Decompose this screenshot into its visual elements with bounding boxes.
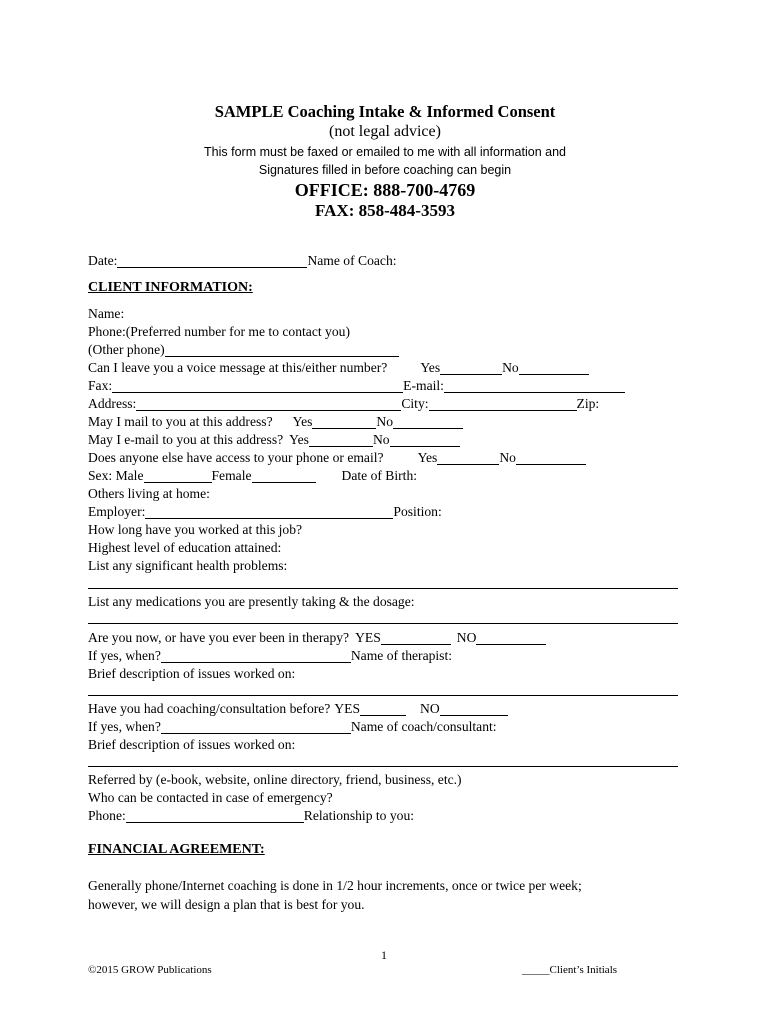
employer-row — [88, 501, 678, 519]
access-question: Does anyone else have access to your phone or email? — [88, 450, 384, 465]
others-living-label: Others living at home: — [88, 486, 210, 501]
page-number: 1 — [381, 948, 387, 962]
job-duration-label: How long have you worked at this job? — [88, 522, 303, 537]
therapist-label: Name of therapist: — [350, 648, 453, 663]
city-field[interactable] — [429, 396, 577, 411]
therapy-issues-row — [88, 663, 678, 681]
access-yes-field[interactable] — [437, 450, 499, 465]
copyright-notice: ©2015 GROW Publications — [88, 964, 212, 976]
access-no-label: No — [499, 450, 516, 465]
job-duration-row — [88, 519, 678, 537]
employer-field[interactable] — [145, 504, 393, 519]
mail-yes-field[interactable] — [312, 414, 376, 429]
therapy-when-label: If yes, when? — [88, 648, 161, 663]
coaching-when-field[interactable] — [161, 719, 351, 734]
male-field[interactable] — [144, 468, 212, 483]
voice-yes-label: Yes — [420, 360, 441, 375]
email-permission-row — [88, 429, 678, 447]
email-yes-label: Yes — [289, 432, 309, 447]
sex-dob-row — [88, 465, 678, 483]
female-label: Female — [211, 468, 252, 483]
client-information-heading: CLIENT INFORMATION: — [88, 280, 253, 295]
date-label: Date: — [88, 253, 118, 268]
relationship-label: Relationship to you: — [303, 808, 415, 823]
therapy-when-row — [88, 645, 678, 663]
coaching-no-field[interactable] — [440, 701, 508, 716]
emergency-phone-label: Phone: — [88, 808, 126, 823]
therapy-yes-label: YES — [355, 630, 381, 645]
other-phone-row — [88, 339, 678, 357]
client-initials — [522, 964, 617, 976]
mail-no-field[interactable] — [393, 414, 463, 429]
referred-row — [88, 769, 678, 787]
medications-extra-line[interactable] — [88, 623, 678, 624]
coaching-issues-row — [88, 734, 678, 752]
medications-row — [88, 591, 678, 609]
financial-paragraph-line-1: Generally phone/Internet coaching is done in 1/2 hour increments, once or twice per week; — [88, 878, 582, 893]
email-no-label: No — [372, 432, 390, 447]
emergency-phone-row — [88, 805, 678, 823]
preferred-phone-row — [88, 321, 678, 339]
coaching-yes-field[interactable] — [360, 701, 406, 716]
preferred-phone-label: Phone:(Preferred number for me to contact you) — [88, 324, 350, 339]
fax-field[interactable] — [112, 378, 403, 393]
coaching-before-question: Have you had coaching/consultation before? — [88, 701, 331, 716]
health-extra-line[interactable] — [88, 588, 678, 589]
mail-yes-label: Yes — [292, 414, 313, 429]
office-phone: OFFICE: 888-700-4769 — [294, 180, 476, 200]
financial-paragraph — [88, 876, 678, 914]
financial-paragraph-line-2: however, we will design a plan that is best for you. — [88, 897, 365, 912]
voice-no-label: No — [502, 360, 519, 375]
address-label: Address: — [88, 396, 137, 411]
client-initials-label: Client’s Initials — [549, 964, 618, 976]
therapy-issues-label: Brief description of issues worked on: — [88, 666, 296, 681]
health-label: List any significant health problems: — [88, 558, 288, 573]
female-field[interactable] — [252, 468, 316, 483]
email-question: May I e-mail to you at this address? — [88, 432, 284, 447]
date-coach-row — [88, 250, 678, 268]
fax-number: FAX: 858-484-3593 — [315, 201, 455, 220]
voice-message-question: Can I leave you a voice message at this/either number? — [88, 360, 388, 375]
email-no-field[interactable] — [390, 432, 460, 447]
notice-line-2: Signatures filled in before coaching can begin — [258, 163, 512, 177]
fax-email-row — [88, 375, 678, 393]
mail-no-label: No — [376, 414, 394, 429]
email-field[interactable] — [444, 378, 625, 393]
voice-yes-field[interactable] — [440, 360, 502, 375]
position-label: Position: — [393, 504, 442, 519]
coaching-before-row — [88, 698, 678, 716]
referred-label: Referred by (e-book, website, online directory, friend, business, etc.) — [88, 772, 462, 787]
financial-agreement-heading: FINANCIAL AGREEMENT: — [88, 842, 265, 857]
name-label: Name: — [88, 306, 125, 321]
other-phone-field[interactable] — [165, 342, 399, 357]
mail-question: May I mail to you at this address? — [88, 414, 273, 429]
emergency-label: Who can be contacted in case of emergency? — [88, 790, 333, 805]
therapy-question: Are you now, or have you ever been in therapy? — [88, 630, 350, 645]
access-yes-label: Yes — [417, 450, 438, 465]
medications-label: List any medications you are presently taking & the dosage: — [88, 594, 415, 609]
dob-label: Date of Birth: — [341, 468, 418, 483]
coach-consultant-label: Name of coach/consultant: — [350, 719, 497, 734]
therapy-yes-field[interactable] — [381, 630, 451, 645]
notice-line-1: This form must be faxed or emailed to me with all information and — [204, 145, 566, 159]
voice-message-row — [88, 357, 678, 375]
therapy-when-field[interactable] — [161, 648, 351, 663]
emergency-phone-field[interactable] — [126, 808, 304, 823]
coaching-yes-label: YES — [334, 701, 361, 716]
coach-label: Name of Coach: — [307, 253, 397, 268]
others-living-row — [88, 483, 678, 501]
form-subtitle: (not legal advice) — [329, 123, 441, 140]
emergency-row — [88, 787, 678, 805]
fax-label: Fax: — [88, 378, 113, 393]
coaching-issues-label: Brief description of issues worked on: — [88, 737, 296, 752]
health-row — [88, 555, 678, 573]
coaching-when-row — [88, 716, 678, 734]
coaching-issues-extra-line[interactable] — [88, 766, 678, 767]
form-title: SAMPLE Coaching Intake & Informed Consent — [214, 102, 556, 121]
therapy-no-label: NO — [456, 630, 477, 645]
zip-label: Zip: — [576, 396, 600, 411]
name-row — [88, 303, 678, 321]
employer-label: Employer: — [88, 504, 146, 519]
email-label: E-mail: — [403, 378, 444, 393]
email-yes-field[interactable] — [309, 432, 373, 447]
therapy-row — [88, 627, 678, 645]
access-no-field[interactable] — [516, 450, 586, 465]
education-row — [88, 537, 678, 555]
sex-male-label: Sex: Male — [88, 468, 144, 483]
coaching-no-label: NO — [420, 701, 440, 716]
therapy-issues-extra-line[interactable] — [88, 695, 678, 696]
coaching-when-label: If yes, when? — [88, 719, 161, 734]
client-initials-field[interactable]: _____ — [522, 964, 550, 976]
education-label: Highest level of education attained: — [88, 540, 282, 555]
date-field[interactable] — [117, 253, 307, 268]
access-row — [88, 447, 678, 465]
address-row — [88, 393, 678, 411]
other-phone-label: (Other phone) — [88, 342, 165, 357]
voice-no-field[interactable] — [519, 360, 589, 375]
therapy-no-field[interactable] — [476, 630, 546, 645]
address-field[interactable] — [136, 396, 401, 411]
mail-permission-row — [88, 411, 678, 429]
city-label: City: — [401, 396, 429, 411]
